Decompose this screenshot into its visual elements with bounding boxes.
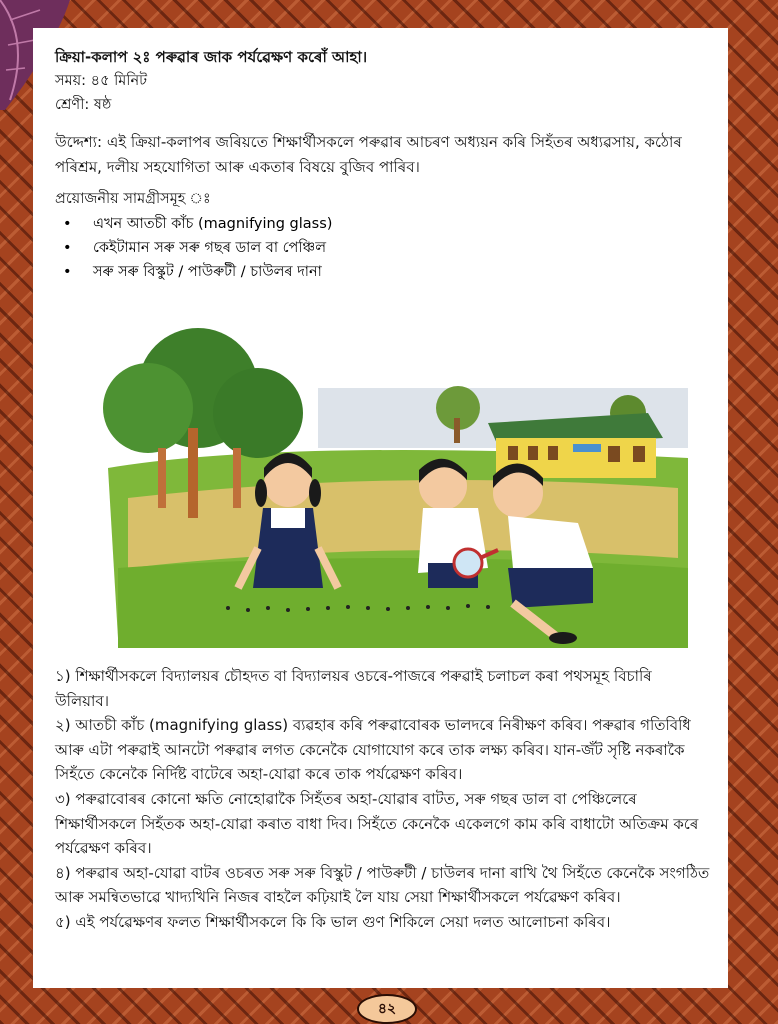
time-info: সময়: ৪৫ মিনিট	[55, 73, 147, 89]
page-number: ৪২	[357, 994, 417, 1024]
list-item: • এখন আতচী কাঁচ (magnifying glass)	[63, 212, 332, 236]
step-1: ১) শিক্ষাৰ্থীসকলে বিদ্যালয়ৰ চৌহদত বা বিদ্যালয়ৰ ওচৰে-পাজৰে পৰুৱাই চলাচল কৰা পথসমূহ বিচাৰি উলিয়াব।	[55, 667, 652, 710]
materials-heading: প্ৰয়োজনীয় সামগ্ৰীসমূহ ঃ	[55, 191, 211, 207]
list-item: • কেইটামান সৰু সৰু গছৰ ডাল বা পেঞ্চিল	[63, 236, 332, 260]
list-item: • সৰু সৰু বিস্কুট / পাউৰুটী / চাউলৰ দানা	[63, 260, 332, 284]
materials-list	[63, 212, 332, 284]
step-3: ৩) পৰুৱাবোৰৰ কোনো ক্ষতি নোহোৱাকৈ সিহঁতৰ অহা-যোৱাৰ বাটত, সৰু গছৰ ডাল বা পেঞ্চিলেৰে শিক্ষাৰ্থীসকলে সিহঁতক অহা-যোৱা কৰাত বাধা দিব। সিহঁতে কেনেকৈ একেলগে কাম কৰি বাধাটো অতিক্ৰম কৰে পৰ্যৱেক্ষণ কৰিব।	[55, 789, 699, 858]
procedure-steps	[55, 664, 710, 935]
step-4: ৪) পৰুৱাৰ অহা-যোৱা বাটৰ ওচৰত সৰু সৰু বিস্কুট / পাউৰুটী / চাউলৰ দানা ৰাখি থৈ সিহঁতে কেনেকৈ সংগঠিত আৰু সমন্বিতভাৱে খাদ্যখিনি নিজৰ বাহলৈ কঢ়িয়াই লৈ যায় সেয়া শিক্ষাৰ্থীসকলে পৰ্যৱেক্ষণ কৰিব।	[55, 863, 710, 907]
activity-title: ক্ৰিয়া-কলাপ ২ঃ পৰুৱাৰ জাক পৰ্যৱেক্ষণ কৰোঁ আহা।	[55, 48, 368, 66]
children-observing-ants-illustration	[88, 318, 688, 648]
step-2: ২) আতচী কাঁচ (magnifying glass) ব্যৱহাৰ কৰি পৰুৱাবোৰক ভালদৰে নিৰীক্ষণ কৰিব। পৰুৱাৰ গতিবিধি আৰু এটা পৰুৱাই আনটো পৰুৱাৰ লগত কেনেকৈ যোগাযোগ কৰে তাক লক্ষ্য কৰিব। যান-জঁট সৃষ্টি নকৰাকৈ সিহঁতে কেনেকৈ নিৰ্দিষ্ট বাটেৰে অহা-যোৱা কৰে তাক পৰ্যৱেক্ষণ কৰিব।	[55, 716, 691, 784]
class-info: শ্ৰেণী: ষষ্ঠ	[55, 97, 112, 113]
document-page	[33, 28, 728, 988]
step-5: ৫) এই পৰ্যৱেক্ষণৰ ফলত শিক্ষাৰ্থীসকলে কি কি ভাল গুণ শিকিলে সেয়া দলত আলোচনা কৰিব।	[55, 912, 611, 931]
objective-paragraph: উদ্দেশ্য: এই ক্ৰিয়া-কলাপৰ জৰিয়তে শিক্ষাৰ্থীসকলে পৰুৱাৰ আচৰণ অধ্যয়ন কৰি সিহঁতৰ অধ্যৱসায়, কঠোৰ পৰিশ্ৰম, দলীয় সহযোগিতা আৰু একতাৰ বিষয়ে বুজিব পাৰিব।	[55, 133, 682, 176]
